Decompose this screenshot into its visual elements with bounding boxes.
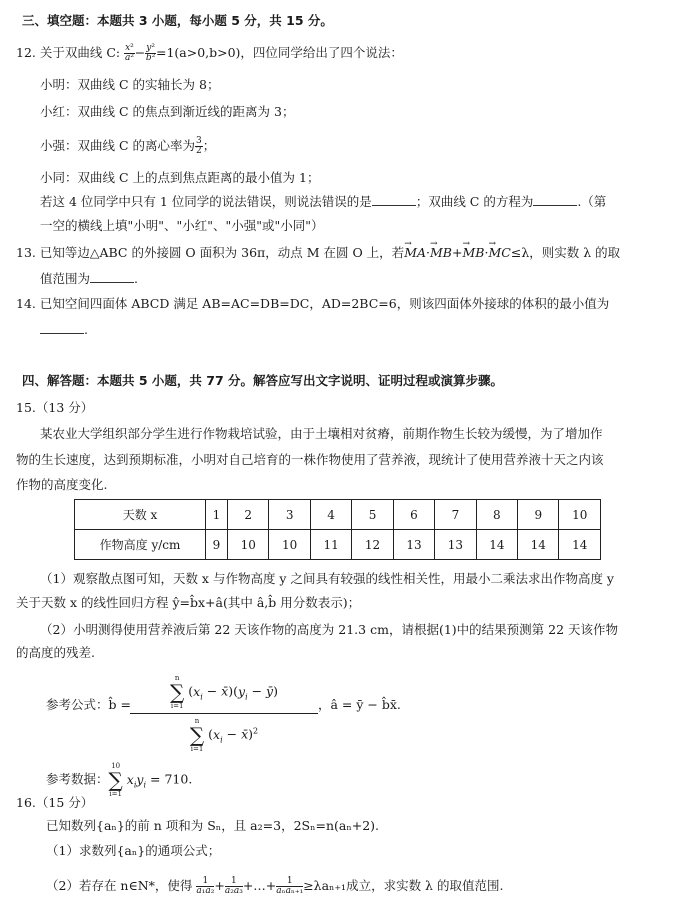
section4-heading: 四、解答题：本题共 5 小题，共 77 分。解答应写出文字说明、证明过程或演算步骤。 <box>22 373 504 388</box>
q13-line2-a: 值范围为 <box>40 271 91 286</box>
q13-line1-b: ≤λ，则实数 λ 的取 <box>510 245 621 260</box>
q13-line1: 13. 已知等边△ABC 的外接圆 O 面积为 36π，动点 M 在圆 O 上，若→ MA·→ MB+→ MB·→ MC≤λ，则实数 λ 的取 <box>16 245 620 261</box>
formula-numerator: n ∑ i=1 ($x_i$ − $x̄)(y_i$ − ȳ) <box>130 673 318 714</box>
answer-blank-2[interactable] <box>533 194 577 206</box>
q13-line1-a: 13. 已知等边△ABC 的外接圆 O 面积为 36π，动点 M 在圆 O 上，若 <box>16 245 405 260</box>
q12-line6-b: ；双曲线 C 的方程为 <box>415 194 534 209</box>
table-cell: 3 <box>269 500 310 530</box>
y2-over-b2: $\frac{\text{y²}}{\text{b²}}$ <box>145 43 156 63</box>
table-row-days <box>75 500 601 530</box>
q14-line1: 14. 已知空间四面体 ABCD 满足 AB=AC=DB=DC，AD=2BC=6，则该四面体外接球的体积的最小值为 <box>16 296 610 311</box>
formula-label: 参考公式：b̂ = <box>46 697 131 712</box>
table-header-days: 天数 x <box>75 500 206 530</box>
data-value: = 710. <box>150 771 193 787</box>
table-cell: 7 <box>435 500 476 530</box>
q15-para-line2: 物的生长速度，达到预期标准，小明对自己培育的一株作物使用了营养液，现统计了使用营养液十天之内该 <box>16 452 604 467</box>
table-cell: 14 <box>476 530 517 560</box>
q12-line6-a: 若这 4 位同学中只有 1 位同学的说法错误，则说法错误的是 <box>40 194 372 209</box>
table-cell: 6 <box>393 500 434 530</box>
q12-line6 <box>40 194 606 210</box>
q15-part2-line1: （2）小明测得使用营养液后第 22 天该作物的高度为 21.3 cm，请根据(1)中的结果预测第 22 天该作物 <box>40 622 618 637</box>
table-row-heights <box>75 530 601 560</box>
answer-blank-1[interactable] <box>372 194 416 206</box>
q12-xiaoming: 小明：双曲线 C 的实轴长为 8； <box>40 77 220 92</box>
table-cell: 1 <box>206 500 228 530</box>
table-cell: 9 <box>518 500 559 530</box>
table-cell: 11 <box>310 530 351 560</box>
term-n: $\frac{1}{\text{aₙaₙ₊₁}}$ <box>276 876 304 896</box>
q16-given: 已知数列{aₙ}的前 n 项和为 Sₙ，且 a₂=3，2Sₙ=n(aₙ+2). <box>46 818 380 833</box>
q12-line7: 一空的横线上填"小明"、"小红"、"小强"或"小同"） <box>40 218 324 233</box>
table-cell: 14 <box>559 530 601 560</box>
q16-part1: （1）求数列{aₙ}的通项公式； <box>46 843 221 858</box>
formula-denominator: n ∑ i=1 ($x_i$ − x̄)$^2$ <box>189 717 259 753</box>
reference-data: 参考数据： 10 ∑ i=1 $x_iy_i = 710$. <box>46 762 193 798</box>
q14-line2: . <box>40 322 88 338</box>
q12-xiaohong: 小红：双曲线 C 的焦点到渐近线的距离为 3； <box>40 104 295 119</box>
q12-line1: 12. 关于双曲线 C: $\frac{\text{x²}}{\text{a²}}$ − $\frac{\text{y²}}{\text{b²}}$ =1(a>0,b>0)，四位同学给出了四个说法： <box>16 43 403 63</box>
q16-part2: （2）若存在 n∈N*，使得 $\frac{1}{\text{a₁a₂}}$ + $\frac{1}{\text{a₂a₃}}$ +…+ $\frac{1}{\text{aₙaₙ₊₁}}$ ≥λaₙ₊₁成立，求实数 λ 的取值范围. <box>46 876 504 896</box>
table-cell: 10 <box>269 530 310 560</box>
table-cell: 13 <box>435 530 476 560</box>
q12-line6-c: .（第 <box>577 194 607 209</box>
table-cell: 4 <box>310 500 351 530</box>
q16-part2-b: ≥λaₙ₊₁成立，求实数 λ 的取值范围. <box>303 878 504 893</box>
q12-condition: =1(a>0,b>0)，四位同学给出了四个说法： <box>155 45 403 60</box>
table-cell: 13 <box>393 530 434 560</box>
term-2: $\frac{1}{\text{a₂a₃}}$ <box>224 876 243 896</box>
table-cell: 2 <box>227 500 268 530</box>
formula-tail: ，â = ȳ − b̂x̄. <box>318 697 401 712</box>
q15-header: 15.（13 分） <box>16 400 94 415</box>
table-cell: 8 <box>476 500 517 530</box>
q13-line2 <box>40 271 138 287</box>
q16-part2-a: （2）若存在 n∈N*，使得 <box>46 878 193 893</box>
answer-blank-3[interactable] <box>90 271 134 283</box>
term-1: $\frac{1}{\text{a₁a₂}}$ <box>196 876 215 896</box>
data-label: 参考数据： <box>46 771 109 787</box>
table-cell: 5 <box>352 500 393 530</box>
q13-line2-b: . <box>134 271 138 286</box>
x2-over-a2: $\frac{\text{x²}}{\text{a²}}$ <box>124 43 134 63</box>
table-cell: 9 <box>206 530 228 560</box>
regression-formula <box>130 673 318 754</box>
section3-heading: 三、填空题：本题共 3 小题，每小题 5 分，共 15 分。 <box>22 13 333 28</box>
table-cell: 10 <box>227 530 268 560</box>
table-cell: 14 <box>518 530 559 560</box>
q15-part2-line2: 的高度的残差. <box>16 645 95 660</box>
data-table <box>74 499 601 560</box>
answer-blank-4[interactable] <box>40 322 84 334</box>
three-halves: $\frac{3}{2}$ <box>196 136 202 156</box>
q12-xiaoqiang-text: 小强：双曲线 C 的离心率为 <box>40 138 196 153</box>
q15-part1-line2: 关于天数 x 的线性回归方程 ŷ=b̂x+â(其中 â,b̂ 用分数表示)； <box>16 595 361 610</box>
q12-prefix: 12. 关于双曲线 C: <box>16 45 121 60</box>
q15-part1-line1: （1）观察散点图可知，天数 x 与作物高度 y 之间具有较强的线性相关性，用最小二乘法求出作物高度 y <box>40 571 614 586</box>
q12-xiaoqiang: 小强：双曲线 C 的离心率为 $\frac{3}{2}$ ； <box>40 136 216 156</box>
q15-para-line3: 作物的高度变化. <box>16 477 108 492</box>
table-cell: 12 <box>352 530 393 560</box>
table-cell: 10 <box>559 500 601 530</box>
q15-para-line1: 某农业大学组织部分学生进行作物栽培试验，由于土壤相对贫瘠，前期作物生长较为缓慢，为了增加作 <box>40 426 603 441</box>
table-header-heights: 作物高度 y/cm <box>75 530 206 560</box>
q12-xiaotong: 小同：双曲线 C 上的点到焦点距离的最小值为 1； <box>40 170 320 185</box>
q16-header: 16.（15 分） <box>16 795 94 810</box>
